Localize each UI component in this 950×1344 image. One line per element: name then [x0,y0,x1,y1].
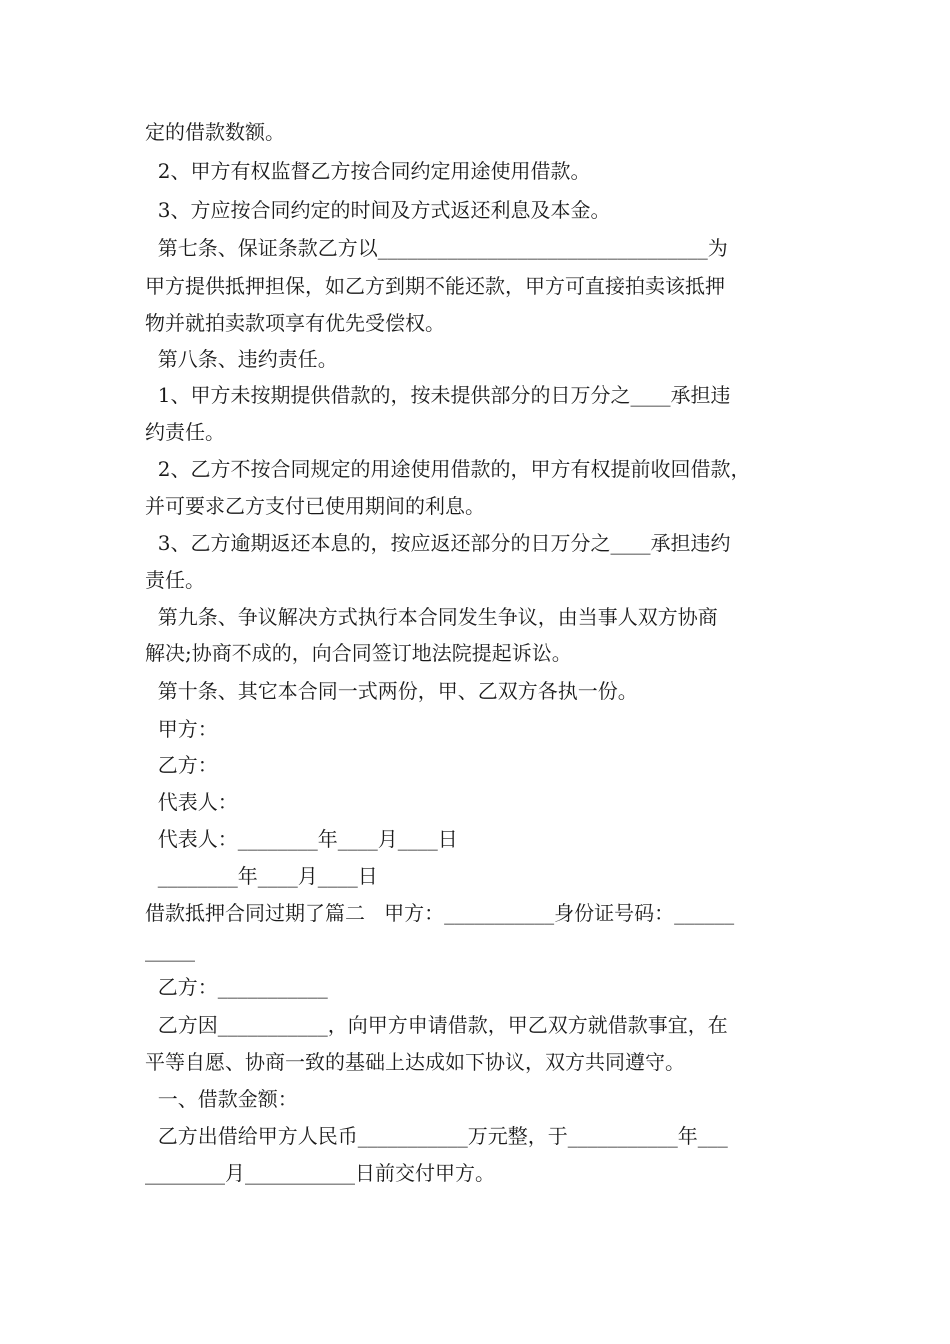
text-line: 第九条、争议解决方式执行本合同发生争议，由当事人双方协商 [145,605,718,629]
text-line: 2、甲方有权监督乙方按合同约定用途使用借款。 [145,159,591,183]
text-line: 第八条、违约责任。 [145,347,338,371]
text-line: 代表人： [145,790,238,814]
text-line: 甲方： [145,717,218,741]
text-line: 物并就拍卖款项享有优先受偿权。 [145,311,445,335]
text-line: 责任。 [145,568,205,592]
text-line: 3、方应按合同约定的时间及方式返还利息及本金。 [145,198,611,222]
text-line: 第十条、其它本合同一式两份，甲、乙双方各执一份。 [145,679,638,703]
text-line: 代表人：________年____月____日 [145,827,458,851]
text-line: 乙方因___________，向甲方申请借款，甲乙双方就借款事宜，在 [145,1013,728,1037]
text-line: 乙方： [145,753,218,777]
text-line: 并可要求乙方支付已使用期间的利息。 [145,494,485,518]
text-line: 2、乙方不按合同规定的用途使用借款的，甲方有权提前收回借款， [145,457,751,481]
text-line: 解决;协商不成的，向合同签订地法院提起诉讼。 [145,641,572,665]
text-line: ________年____月____日 [145,864,378,888]
text-line: 第七条、保证条款乙方以_________________________________为 [145,236,728,260]
text-line: _____ [145,938,195,962]
text-line: 1、甲方未按期提供借款的，按未提供部分的日万分之____承担违 [145,383,731,407]
text-line: 借款抵押合同过期了篇二 甲方：___________身份证号码：______ [145,901,735,925]
text-line: 一、借款金额： [145,1087,298,1111]
text-line: 定的借款数额。 [145,120,285,144]
text-line: 约责任。 [145,420,225,444]
text-line: 平等自愿、协商一致的基础上达成如下协议，双方共同遵守。 [145,1050,685,1074]
text-line: 乙方出借给甲方人民币___________万元整，于___________年___ [145,1124,728,1148]
text-line: ________月___________日前交付甲方。 [145,1161,495,1185]
text-line: 乙方：___________ [145,975,328,999]
text-line: 甲方提供抵押担保，如乙方到期不能还款，甲方可直接拍卖该抵押 [145,274,725,298]
text-line: 3、乙方逾期返还本息的，按应返还部分的日万分之____承担违约 [145,531,731,555]
